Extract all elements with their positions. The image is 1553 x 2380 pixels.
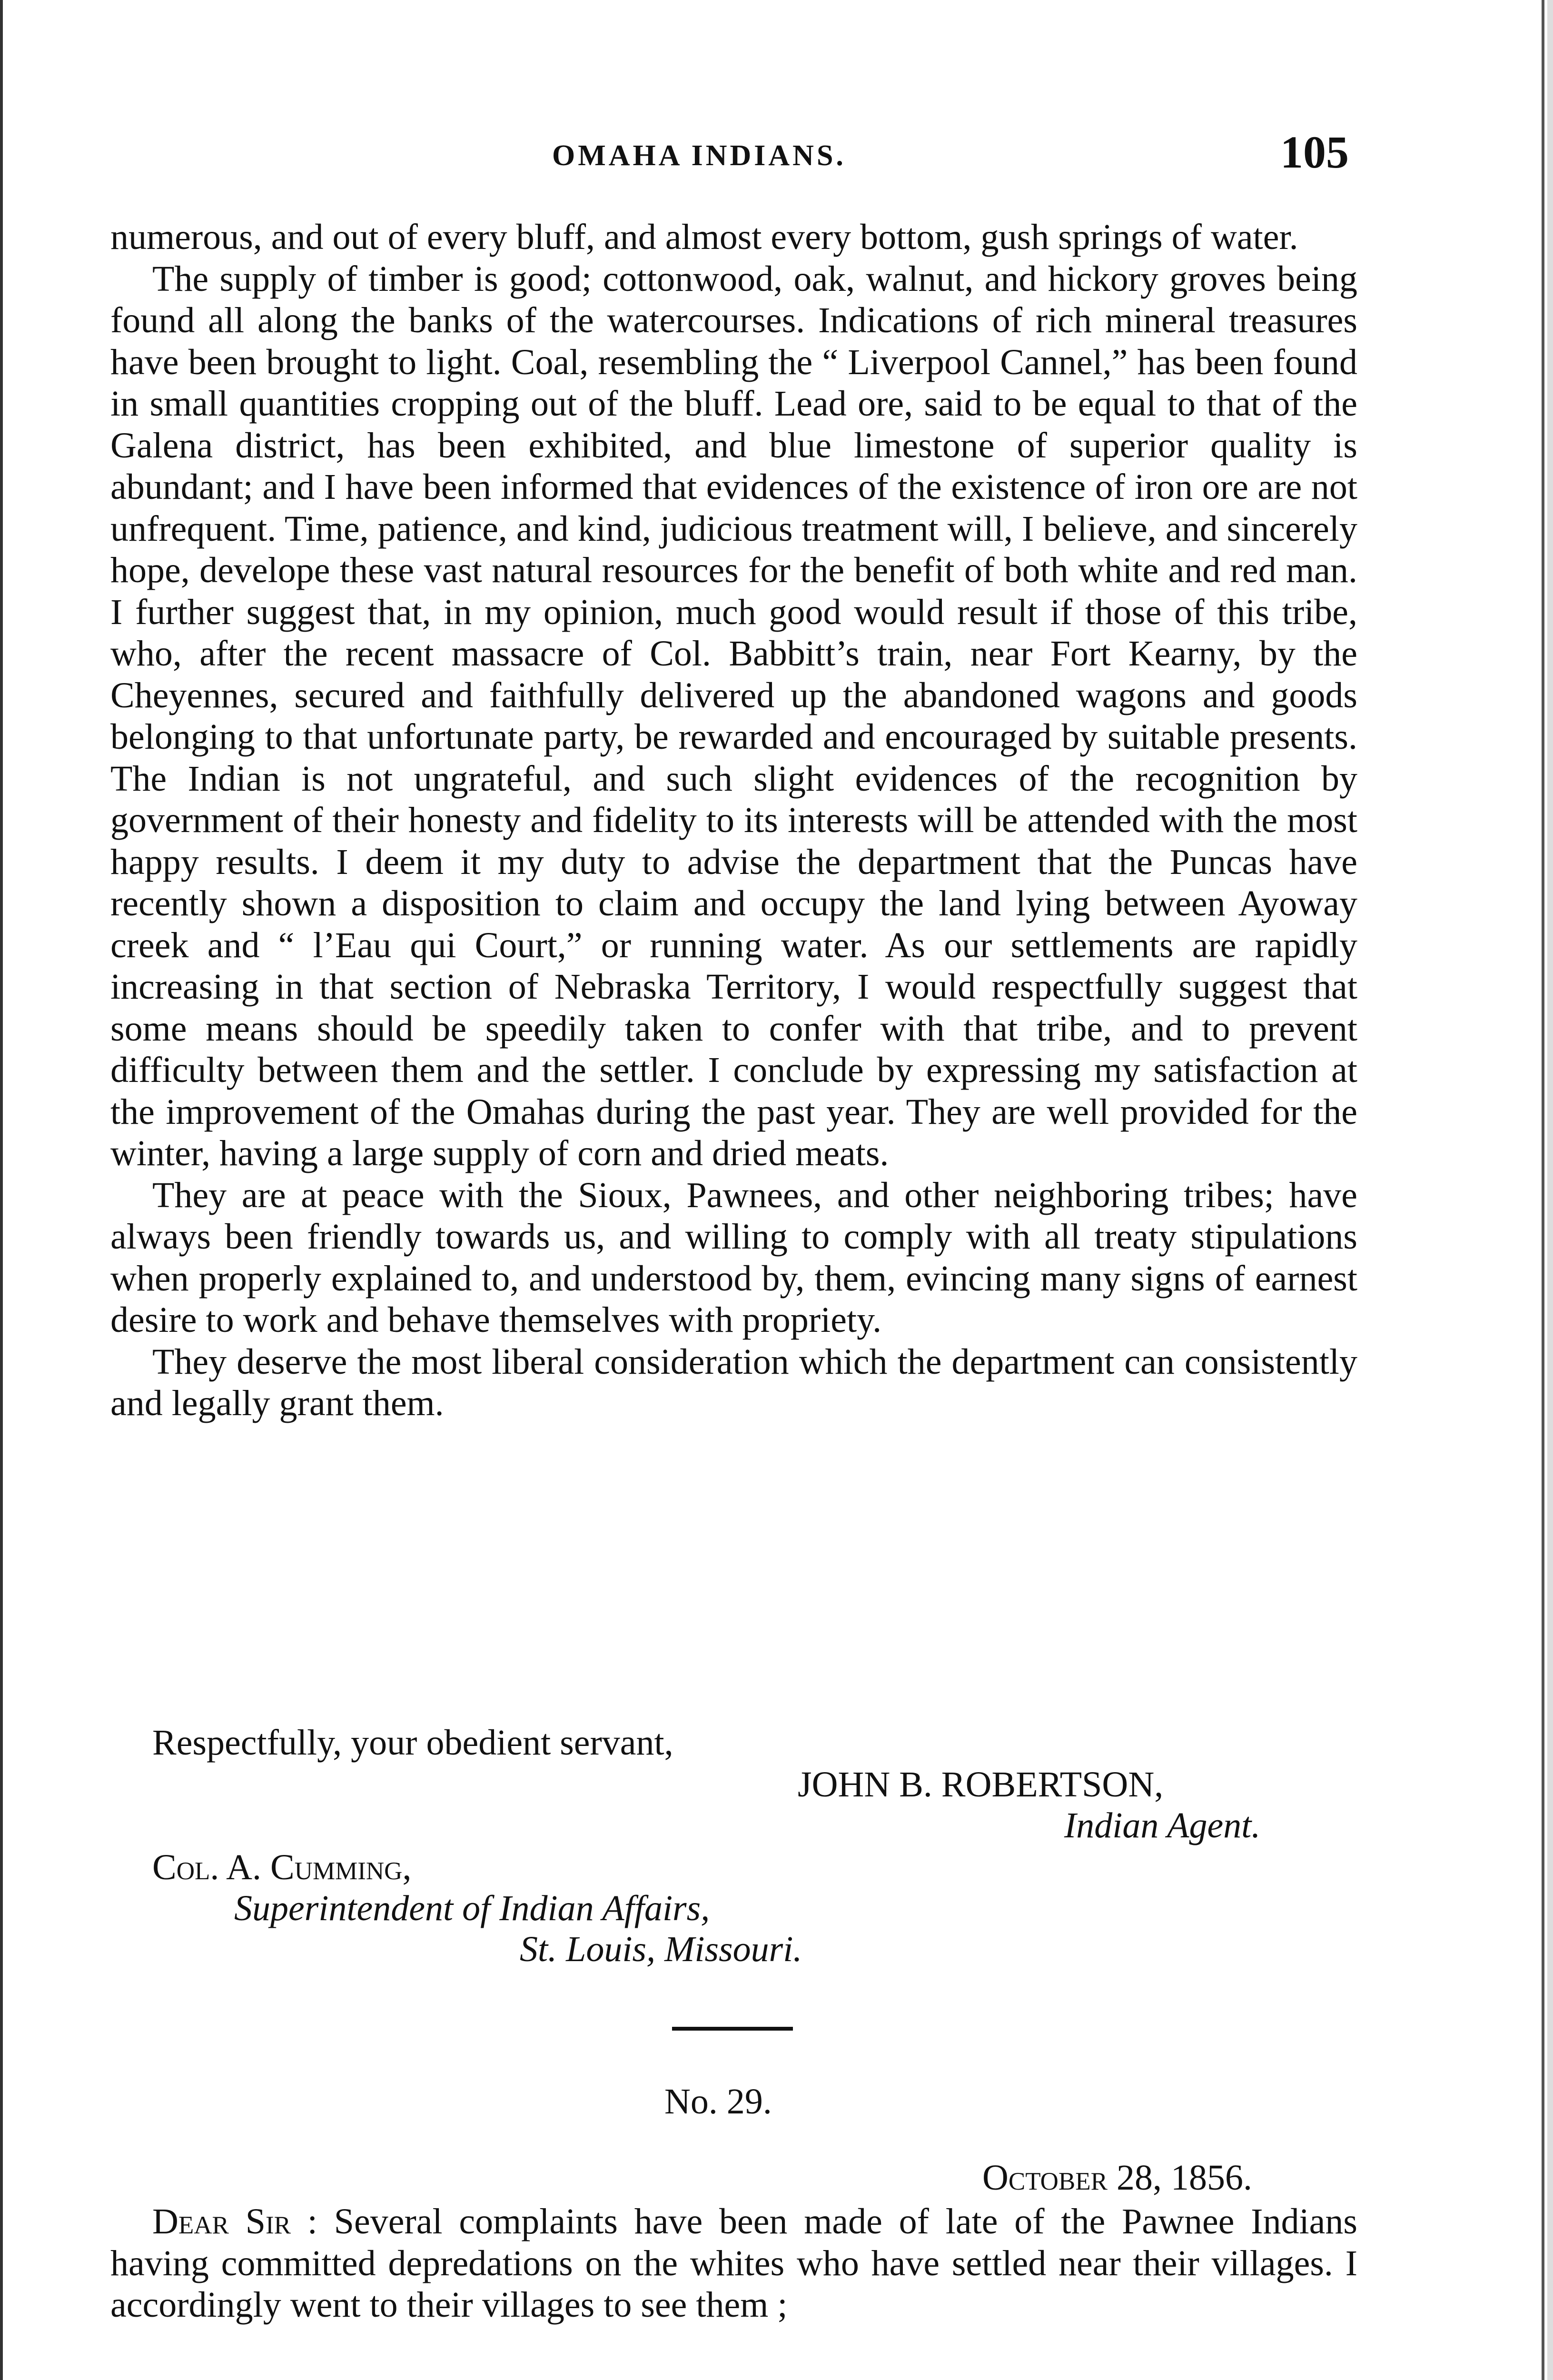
addressee-name: Col. A. Cumming,: [152, 1847, 412, 1887]
running-head: [0, 127, 1553, 182]
paragraph-next-letter: [110, 2201, 1357, 2326]
signature-title: Indian Agent.: [1064, 1805, 1261, 1845]
scan-margin-right: [1547, 0, 1553, 2380]
letter-date: October 28, 1856.: [982, 2158, 1253, 2198]
next-letter-body: [110, 2201, 1357, 2326]
closing-line: Respectfully, your obedient servant,: [152, 1723, 673, 1763]
paragraph-peace: They are at peace with the Sioux, Pawnees, and other neighboring tribes; have always been friendly towards us, and willing to comply with all treaty stipulations when properly explained to, and understood by, them, evincing many signs of earnest desire to work and behave themselves with propriety.: [110, 1175, 1357, 1340]
addressee-location: St. Louis, Missouri.: [520, 1929, 802, 1969]
page-number: 105: [1280, 127, 1349, 178]
signature-name: JOHN B. ROBERTSON,: [798, 1765, 1164, 1805]
section-divider: [672, 2027, 793, 2031]
letter-number: No. 29.: [664, 2082, 772, 2122]
running-title: OMAHA INDIANS.: [552, 139, 846, 172]
scan-edge-right: [1542, 0, 1544, 2380]
paragraph-continuation: numerous, and out of every bluff, and almost every bottom, gush springs of water.: [110, 217, 1298, 257]
paragraph-consideration: They deserve the most liberal consideration which the department can consistently and legally grant them.: [110, 1341, 1357, 1423]
paragraph-resources: The supply of timber is good; cottonwood, oak, walnut, and hickory groves being found all along the banks of the watercourses. Indications of rich mineral treasures have been brought to light. Coal, resembling the “ Liverpool Cannel,” has been found in small quantities cropping out of the bluff. Lead ore, said to be equal to that of the Galena district, has been exhibited, and blue limestone of superior quality is abundant; and I have been informed that evidences of the existence of iron ore are not unfrequent. Time, patience, and kind, judicious treatment will, I believe, and sincerely hope, develope these vast natural resources for the benefit of both white and red man. I further suggest that, in my opinion, much good would result if those of this tribe, who, after the recent massacre of Col. Babbitt’s train, near Fort Kearny, by the Cheyennes, secured and faithfully delivered up the abandoned wagons and goods belonging to that unfortunate party, be rewarded and encouraged by suitable presents. The Indian is not ungrateful, and such slight evidences of the recognition by government of their honesty and fidelity to its interests will be attended with the most happy results. I deem it my duty to advise the department that the Puncas have recently shown a disposition to claim and occupy the land lying between Ayoway creek and “ l’Eau qui Court,” or running water. As our settlements are rapidly increasing in that section of Nebraska Territory, I would respectfully suggest that some means should be speedily taken to confer with that tribe, and to prevent difficulty between them and the settler. I conclude by expressing my satisfaction at the improvement of the Omahas during the past year. They are well provided for the winter, having a large supply of corn and dried meats.: [110, 258, 1357, 1173]
scan-edge-left: [0, 0, 3, 2380]
salutation-suffix: :: [290, 2202, 334, 2241]
next-letter-text: Several complaints have been made of late of the Pawnee Indians having committed depredations on the whites who have settled near their villages. I accordingly went to their villages to see them ;: [110, 2202, 1357, 2325]
letter-body: [110, 217, 1357, 1425]
salutation: Dear Sir: [152, 2202, 291, 2241]
addressee-office: Superintendent of Indian Affairs,: [234, 1888, 710, 1928]
